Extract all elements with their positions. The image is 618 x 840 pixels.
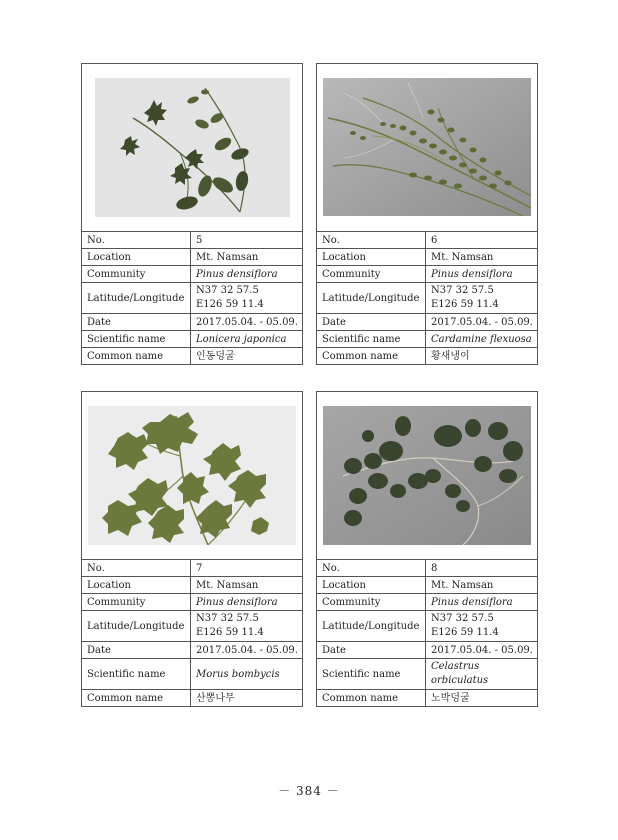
specimen-photo-lonicera xyxy=(95,78,290,217)
specimen-info-table xyxy=(82,232,302,364)
row-no: No. 5 xyxy=(82,232,302,249)
row-location: Location Mt. Namsan xyxy=(317,249,537,266)
photo-frame xyxy=(317,64,537,232)
row-scientific: Scientific name Lonicera japonica xyxy=(82,331,302,348)
row-location: Location Mt. Namsan xyxy=(317,577,537,594)
row-scientific: Scientific name Morus bombycis xyxy=(82,659,302,690)
row-date: Date 2017.05.04. - 05.09. xyxy=(82,642,302,659)
specimen-card-5 xyxy=(81,63,303,365)
specimen-photo-cardamine xyxy=(323,78,531,216)
row-latlon: Latitude/Longitude N37 32 57.5 E126 59 11.4 xyxy=(317,283,537,314)
row-no: No. 8 xyxy=(317,560,537,577)
row-latlon: Latitude/Longitude N37 32 57.5 E126 59 11.4 xyxy=(317,611,537,642)
row-common: Common name 산뽕나무 xyxy=(82,690,302,707)
specimen-card-8 xyxy=(316,391,538,707)
specimen-card-6 xyxy=(316,63,538,365)
specimen-info-table xyxy=(317,232,537,364)
row-community: Community Pinus densiflora xyxy=(317,266,537,283)
specimen-photo-celastrus xyxy=(323,406,531,545)
specimen-info-table xyxy=(317,560,537,706)
specimen-photo-morus xyxy=(88,406,296,545)
row-no: No. 7 xyxy=(82,560,302,577)
row-common: Common name 황새냉이 xyxy=(317,348,537,365)
row-location: Location Mt. Namsan xyxy=(82,577,302,594)
row-common: Common name 노박덩굴 xyxy=(317,690,537,707)
row-community: Community Pinus densiflora xyxy=(82,594,302,611)
row-date: Date 2017.05.04. - 05.09. xyxy=(317,642,537,659)
row-no: No. 6 xyxy=(317,232,537,249)
photo-frame xyxy=(82,64,302,232)
page-number: － 384 － xyxy=(278,784,340,798)
row-date: Date 2017.05.04. - 05.09. xyxy=(82,314,302,331)
row-location: Location Mt. Namsan xyxy=(82,249,302,266)
row-community: Community Pinus densiflora xyxy=(317,594,537,611)
specimen-card-7 xyxy=(81,391,303,707)
row-latlon: Latitude/Longitude N37 32 57.5 E126 59 11.4 xyxy=(82,283,302,314)
row-common: Common name 인동덩굴 xyxy=(82,348,302,365)
row-scientific: Scientific name Celastrus orbiculatus xyxy=(317,659,537,690)
specimen-info-table xyxy=(82,560,302,706)
row-date: Date 2017.05.04. - 05.09. xyxy=(317,314,537,331)
row-community: Community Pinus densiflora xyxy=(82,266,302,283)
row-latlon: Latitude/Longitude N37 32 57.5 E126 59 11.4 xyxy=(82,611,302,642)
photo-frame xyxy=(82,392,302,560)
photo-frame xyxy=(317,392,537,560)
row-scientific: Scientific name Cardamine flexuosa xyxy=(317,331,537,348)
